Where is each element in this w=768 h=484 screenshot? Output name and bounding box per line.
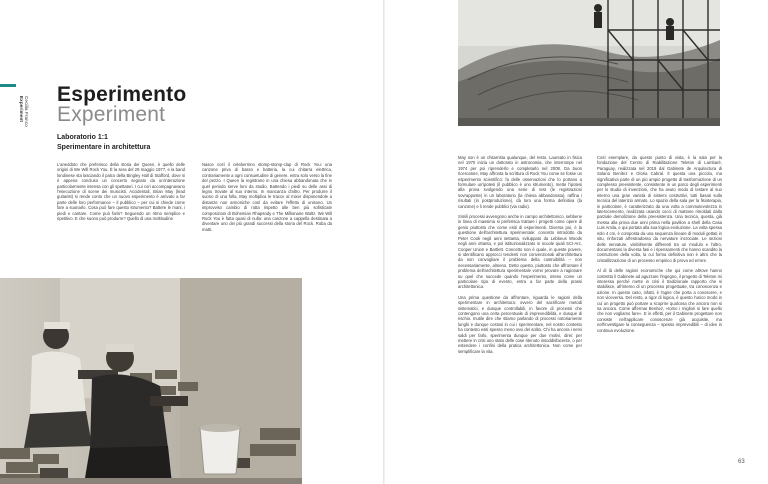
page-gutter	[383, 0, 385, 484]
text-column-4	[597, 155, 722, 333]
section-side-label	[14, 96, 29, 156]
paragraph: Così esemplare, da questo punto di vista, è la sala per la fondazione del Centro di Riabilitazione Teleton di Lambaré, Paraguay, realizzata nel 2019 dal Gabinete de Arquitectura di Solano Benítez e Gloria Cabral. Il questa una piccola, ma significativa parte di un più ampio progetto di trasformazione di un complesso preesistente, consistente in un parco degli esperimenti per lo studio di invenzioni, che ha avuto modo di testare al suo interno una gran varietà di sistemi costruttivi, tutti basati sulla tecnica del laterizio armato. Lo spazio della sala per la fisioterapia, in particolare, è caratterizzato da una volta a commutevolezza in laterocemento, realizzata usando cocci di mattone rimoldati dalla parziale demolizione della preesistenza. Una tecnica, questa, già messa alla prova due anni prima nella pavilion a shell della Casa Luis Amila, e qui portata alla sua logica evoluzione. La volta spessa solo 4 cm, è composta da una sequenza lineare di moduli gettati in situ, rinforzati all'estradosso da nervature incrociate. Le sezioni delle nervature, visibilmente differenti tra un modulo e l'altro, documentano la diversa fasi e i ripensamenti che hanno scandito la costruzione della volta, la cui forma definitiva non è altro che la cristallizzazione di un processo empirico di prova ed errore.	[597, 155, 723, 263]
paragraph: Simili processi avvengono anche in campo architettonico, sebbene in linea di massima si preferisca trattare i progetti come opere di genio piuttosto che come esiti di esperimenti. Diversa poi, è la questione dell'architettura sperimentale: concetto introdotto da Peter Cook negli anni settanta, sviluppato da Lebbeus Woods negli anni ottanta, e poi istituzionalizzato in scuole quali SCI-Arc, Cooper Union e Bartlett. Concetto non è quale, in queste povere, si identificano approcci tendenti non convenzionali all'architettura da non convogliare il problema della costruibilità – non necessariamente, almeno. Detto questo, piuttosto che affrontare il problema dell'architettura sperimentale vorrei provare a ragionare su quel che succede quando l'esperimento, inteso come un particolare tipo di evento, entra a far parte della prassi architettonica.	[458, 214, 582, 290]
page-number: 63	[738, 459, 745, 465]
text-column-1	[57, 162, 185, 221]
side-label-section: Experiment	[19, 96, 24, 123]
article-subtitle-1: Laboratorio 1:1	[57, 134, 108, 141]
side-label-author: Cecilia Franco	[24, 96, 29, 127]
photo-workers-illustration	[0, 278, 302, 484]
article-title-italian: Esperimento	[57, 83, 187, 106]
section-tab-marker	[0, 84, 16, 87]
photo-workers-bricks	[0, 278, 302, 484]
text-column-3	[458, 155, 582, 354]
photo-vault-illustration	[458, 0, 720, 126]
photo-construction-vault	[458, 0, 720, 126]
paragraph: Una prima questione da affrontare, riguarda le ragioni della sperimentare in architettura: ovvero del sacrificare metodi sistematici, e dunque controllabili, in favore di processi che contengono una certa percentuale di imprevedibilità, e dunque di rischio. Inutile dire che stiamo parlando di processi notoriamente lunghi e dunque costosi in cui i sperimentare, nel nostro contesto ha contesto esiti spesso meno ovvi del solito. Chi ha ancora i nervi saldi per farlo, sperimenta dunque per due motivi, direi: per mettere in crisi uno stato delle cose ritenuto insoddisfacente, o per estendere i confini della pratica architettonica. Non come per semplificare la vita.	[458, 294, 582, 354]
paragraph: May non è un chitarrista qualunque, del resto. Laureato in fisica nel 1970 inizia un dottorato in astronomia, che interrompe nel 1974 per poi riprenderlo e completarlo nel 2008. Da buon ricercatore, May affronta la scrittura di Rock You come se fosse un esperimento scientifico: fa delle osservazioni che lo portano a formulare un'ipotesi (il pubblico è uno strumento), mette l'ipotesi alla prova svolgendo una serie di test (le registrazioni sovrapposte) in un laboratorio (la chiesa abbandonata), raffina i risultati (in postproduzione), dà loro una forma definitiva (la canzone) e li rende pubblici (via radio).	[458, 155, 582, 209]
paragraph: Nasce così il celeberrimo stomp-stomp-clap di Rock You: una canzone priva di basso e batteria, la cui chitarra elettrica, contrariamente a ogni consuetudine di genere, entra solo verso la fine del pezzo. I Queen la registrano in una chiesa abbandonata che in quel periodo serve loro da studio. Battendo i piedi su delle assi di legno trovate al suo interno. In mancanza d'altro. Per produrre il suono di una folla, May moltiplica le tracce al mixer disponendole a distanze non armoniche così da evitare l'effetto di unisono. Un improvviso cambio di rotta rispetto alle ben più sofisticate composizioni di Bohemian Rhapsody e The Millionaire Waltz. We Will Rock You è fatta quasi di nulla: una canzone a cappella destinata a diventare uno dei più grandi successi della storia del Rock. Roba da matti.	[202, 162, 332, 232]
paragraph: Al di là delle ragioni economiche che qui come altrove hanno costretto il Gabinete ad aguzzare l'ingegno, il progetto di Teleton mi interessa perché mette in crisi il tradizionale rapporto che si stabilisce, all'interno di un processo progettuale, tra conoscenza e azione. In questo caso, infatti, è l'agire che porta a conoscere, e non viceversa. Del resto, a rigor di logica, è questo l'unico modo in cui un progetto può portare a scoprire qualcosa che ancora non si sa ancora. Come affermai Benítez, «tomo i migliori si fare quello che non vogliamo fare». E in effetti, per il Gabinete progettare non consiste nell'applicare conoscenze già acquisite, ma nell'investigare la conseguenza – spesso imprevedibili – di idee in continua evoluzione.	[597, 268, 722, 333]
article-title-english: Experiment	[57, 103, 166, 126]
text-column-2	[202, 162, 332, 232]
paragraph: L'aneddoto che preferisco della storia dei Queen, è quello delle origini di We Will Rock You. È la sera del 29 maggio 1977, e la band londinese sta lasciando il palco della Bingley Hall di Stafford, dove si è appena concluso un concerto segnato da un'interazione particolarmente intensa con gli spettatori. I cui cori accompagnavano l'esecuzione di scene dei musicisti. Accidentali, Brian May (lead guitarist) si rende conto che un nuovo esperimento è arrivato a far parte delle loro performance – il pubblico – per cui si chiede come fare a suonarlo. Cosa può fare questo strumento? Battere le mani, i piedi e cantare. Come può farlo? Seguendo un ritmo semplice e ripetitivo. E che suono può produrre? Quello di una moltitudine	[57, 162, 185, 222]
article-subtitle-2: Sperimentare in architettura	[57, 144, 151, 151]
